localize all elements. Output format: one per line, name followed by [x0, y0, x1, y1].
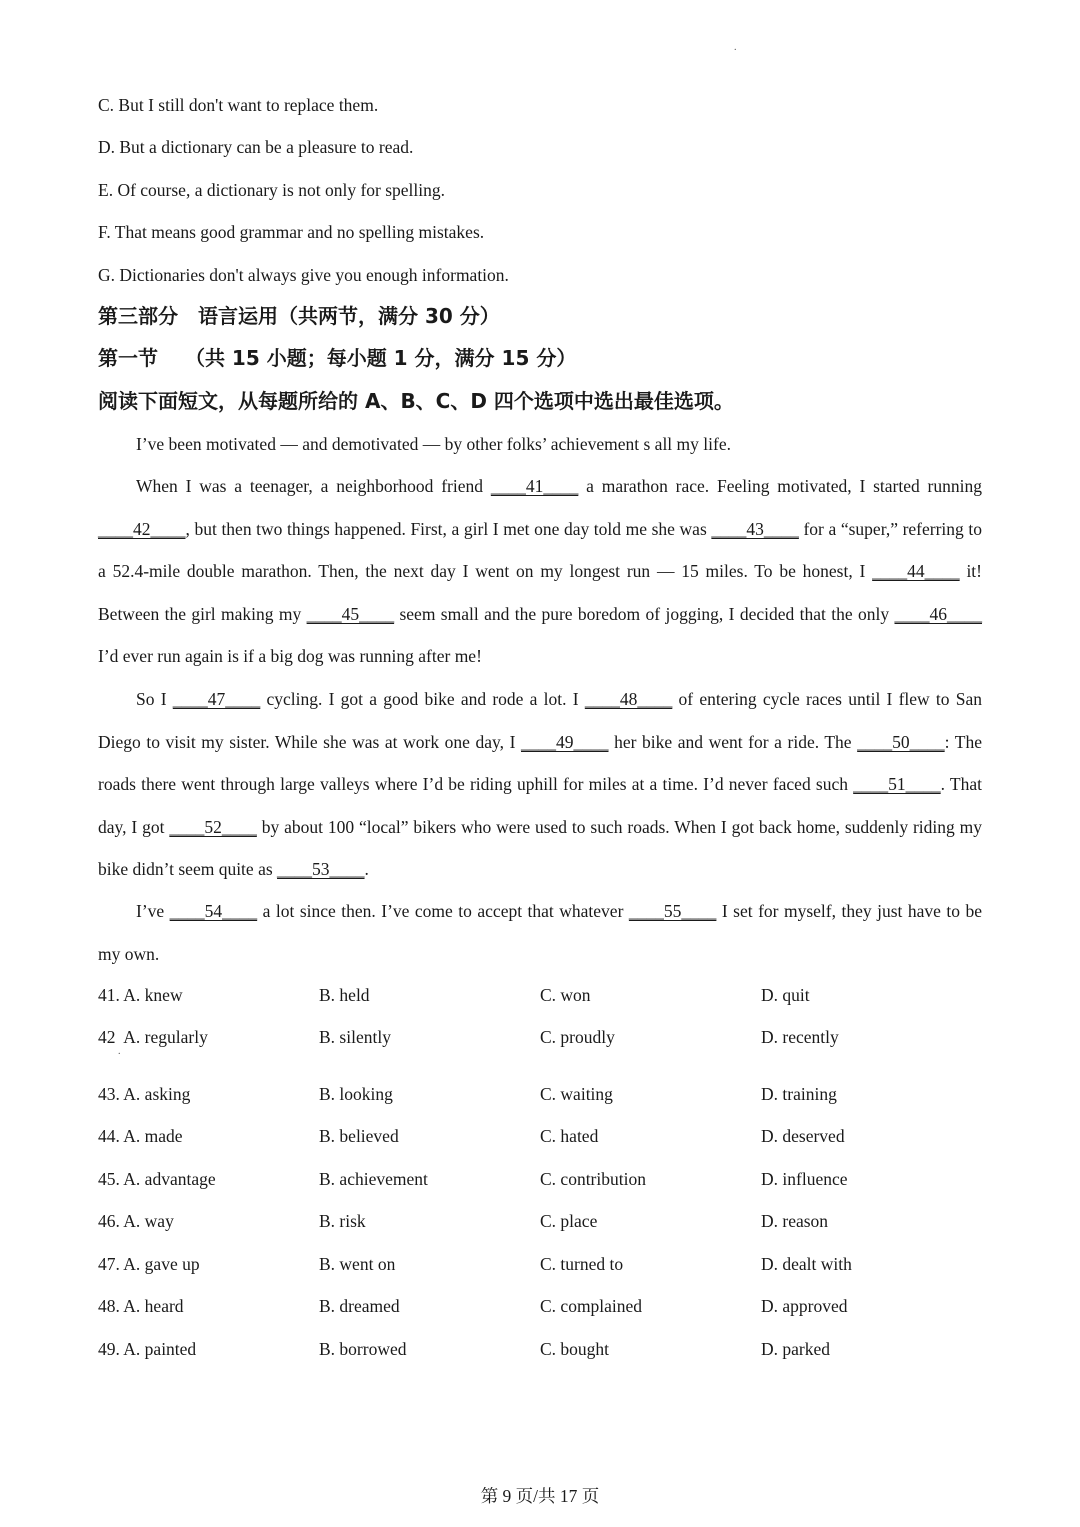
option-e: E. Of course, a dictionary is not only for spelling.	[98, 180, 446, 200]
blank-47: ____47____	[172, 689, 261, 709]
question-45	[98, 1169, 998, 1191]
choice-b: B. borrowed	[319, 1339, 407, 1359]
passage-text: a lot since then. I’ve come to accept that whatever	[257, 901, 629, 921]
passage-paragraph-4	[98, 890, 982, 975]
passage-text: When I was a teenager, a neighborhood friend	[136, 476, 491, 496]
choice-d: D. recently	[761, 1027, 839, 1047]
passage-text: it! Between the girl making my	[98, 561, 982, 624]
blank-45: ____45____	[306, 603, 395, 624]
blank-54: ____54____	[169, 901, 258, 921]
choice-c: C. turned to	[540, 1254, 624, 1274]
choice-d: D. quit	[761, 985, 810, 1005]
option-c: C. But I still don't want to replace them.	[98, 95, 379, 115]
passage-text: a marathon race. Feeling motivated, I started running	[578, 476, 982, 496]
passage-text: , but then two things happened. First, a girl I met one day told me she was	[185, 518, 712, 539]
passage-text: cycling. I got a good bike and rode a lot. I	[260, 689, 585, 709]
option-d: D. But a dictionary can be a pleasure to read.	[98, 137, 414, 157]
passage-text: . That day, I got	[98, 774, 982, 837]
passage-paragraph-3	[98, 678, 982, 891]
choice-d: D. parked	[761, 1339, 831, 1359]
choice-a: 43. A. asking	[98, 1084, 191, 1104]
choice-a: 46. A. way	[98, 1211, 174, 1231]
passage-text: I’ve been motivated — and demotivated — by other folks’ achievement s all my life.	[136, 434, 731, 454]
blank-43: ____43____	[711, 518, 799, 539]
choice-c: C. bought	[540, 1339, 610, 1359]
choice-b: B. dreamed	[319, 1296, 400, 1316]
choice-b: B. went on	[319, 1254, 396, 1274]
choice-a: 48. A. heard	[98, 1296, 184, 1316]
blank-51: ____51____	[853, 774, 941, 794]
blank-41: ____41____	[490, 476, 579, 496]
passage-text: So I	[136, 689, 173, 709]
blank-46: ____46____	[894, 603, 982, 624]
choice-a: 44. A. made	[98, 1126, 183, 1146]
instructions: 阅读下面短文，从每题所给的 A、B、C、D 四个选项中选出最佳选项。	[98, 389, 734, 413]
choice-a: 42 A. regularly	[98, 1027, 208, 1047]
choice-c: C. waiting	[540, 1084, 613, 1104]
choice-c: C. proudly	[540, 1027, 615, 1047]
option-g: G. Dictionaries don't always give you enough information.	[98, 265, 509, 285]
choice-b: B. believed	[319, 1126, 399, 1146]
passage-paragraph-1	[98, 423, 982, 466]
choice-d: D. influence	[761, 1169, 848, 1189]
choice-d: D. deserved	[761, 1126, 845, 1146]
section1-heading: 第一节 （共 15 小题；每小题 1 分，满分 15 分）	[98, 346, 577, 370]
blank-48: ____48____	[584, 689, 673, 709]
blank-52: ____52____	[169, 816, 257, 837]
page-number-footer: 第 9 页/共 17 页	[480, 1486, 600, 1506]
passage-text: by about 100 “local” bikers who were used to such roads. When I got back home, suddenly riding my bike didn’t seem quite as	[98, 816, 982, 879]
passage-paragraph-2	[98, 465, 982, 678]
choice-a: 47. A. gave up	[98, 1254, 200, 1274]
choice-a: 41. A. knew	[98, 985, 183, 1005]
choice-b: B. held	[319, 985, 370, 1005]
passage-text: .	[364, 859, 369, 879]
scan-dot: .	[734, 42, 737, 53]
option-f: F. That means good grammar and no spelling mistakes.	[98, 222, 485, 242]
blank-53: ____53____	[277, 859, 365, 879]
choice-b: B. risk	[319, 1211, 366, 1231]
choice-c: C. contribution	[540, 1169, 646, 1189]
passage-text: her bike and went for a ride. The	[608, 731, 858, 752]
question-47	[98, 1254, 998, 1276]
question-48	[98, 1296, 998, 1318]
choice-d: D. dealt with	[761, 1254, 852, 1274]
choice-b: B. achievement	[319, 1169, 428, 1189]
passage-text: for a “super,” referring to a 52.4-mile double marathon. Then, the next day I went on my longest run — 15 miles. To be honest, I	[98, 518, 982, 581]
question-41	[98, 985, 998, 1007]
choice-c: C. complained	[540, 1296, 643, 1316]
choice-d: D. approved	[761, 1296, 848, 1316]
choice-b: B. silently	[319, 1027, 391, 1047]
choice-b: B. looking	[319, 1084, 393, 1104]
passage-text: I set for myself, they just have to be my own.	[98, 901, 982, 964]
question-46	[98, 1211, 998, 1233]
question-43	[98, 1084, 998, 1106]
passage-text: I’ve	[136, 901, 170, 921]
scan-dot: .	[118, 1046, 121, 1057]
passage-text: seem small and the pure boredom of jogging, I decided that the only	[394, 603, 895, 624]
choice-c: C. place	[540, 1211, 598, 1231]
choice-a: 45. A. advantage	[98, 1169, 216, 1189]
blank-49: ____49____	[521, 731, 609, 752]
question-44	[98, 1126, 998, 1148]
blank-50: ____50____	[857, 731, 945, 752]
choice-d: D. reason	[761, 1211, 829, 1231]
choice-d: D. training	[761, 1084, 837, 1104]
question-42	[98, 1027, 998, 1049]
passage-text: of entering cycle races until I flew to San Diego to visit my sister. While she was at work one day, I	[98, 689, 983, 752]
choice-c: C. won	[540, 985, 591, 1005]
part3-heading: 第三部分 语言运用（共两节，满分 30 分）	[98, 304, 500, 328]
passage-text: : The roads there went through large valleys where I’d be riding uphill for miles at a time. I’d never faced such	[98, 731, 982, 794]
passage-text: I’d ever run again is if a big dog was running after me!	[98, 646, 482, 666]
question-49	[98, 1339, 998, 1361]
choice-c: C. hated	[540, 1126, 599, 1146]
choice-a: 49. A. painted	[98, 1339, 197, 1359]
blank-55: ____55____	[628, 901, 717, 921]
blank-42: ____42____	[98, 518, 186, 539]
blank-44: ____44____	[872, 561, 960, 581]
